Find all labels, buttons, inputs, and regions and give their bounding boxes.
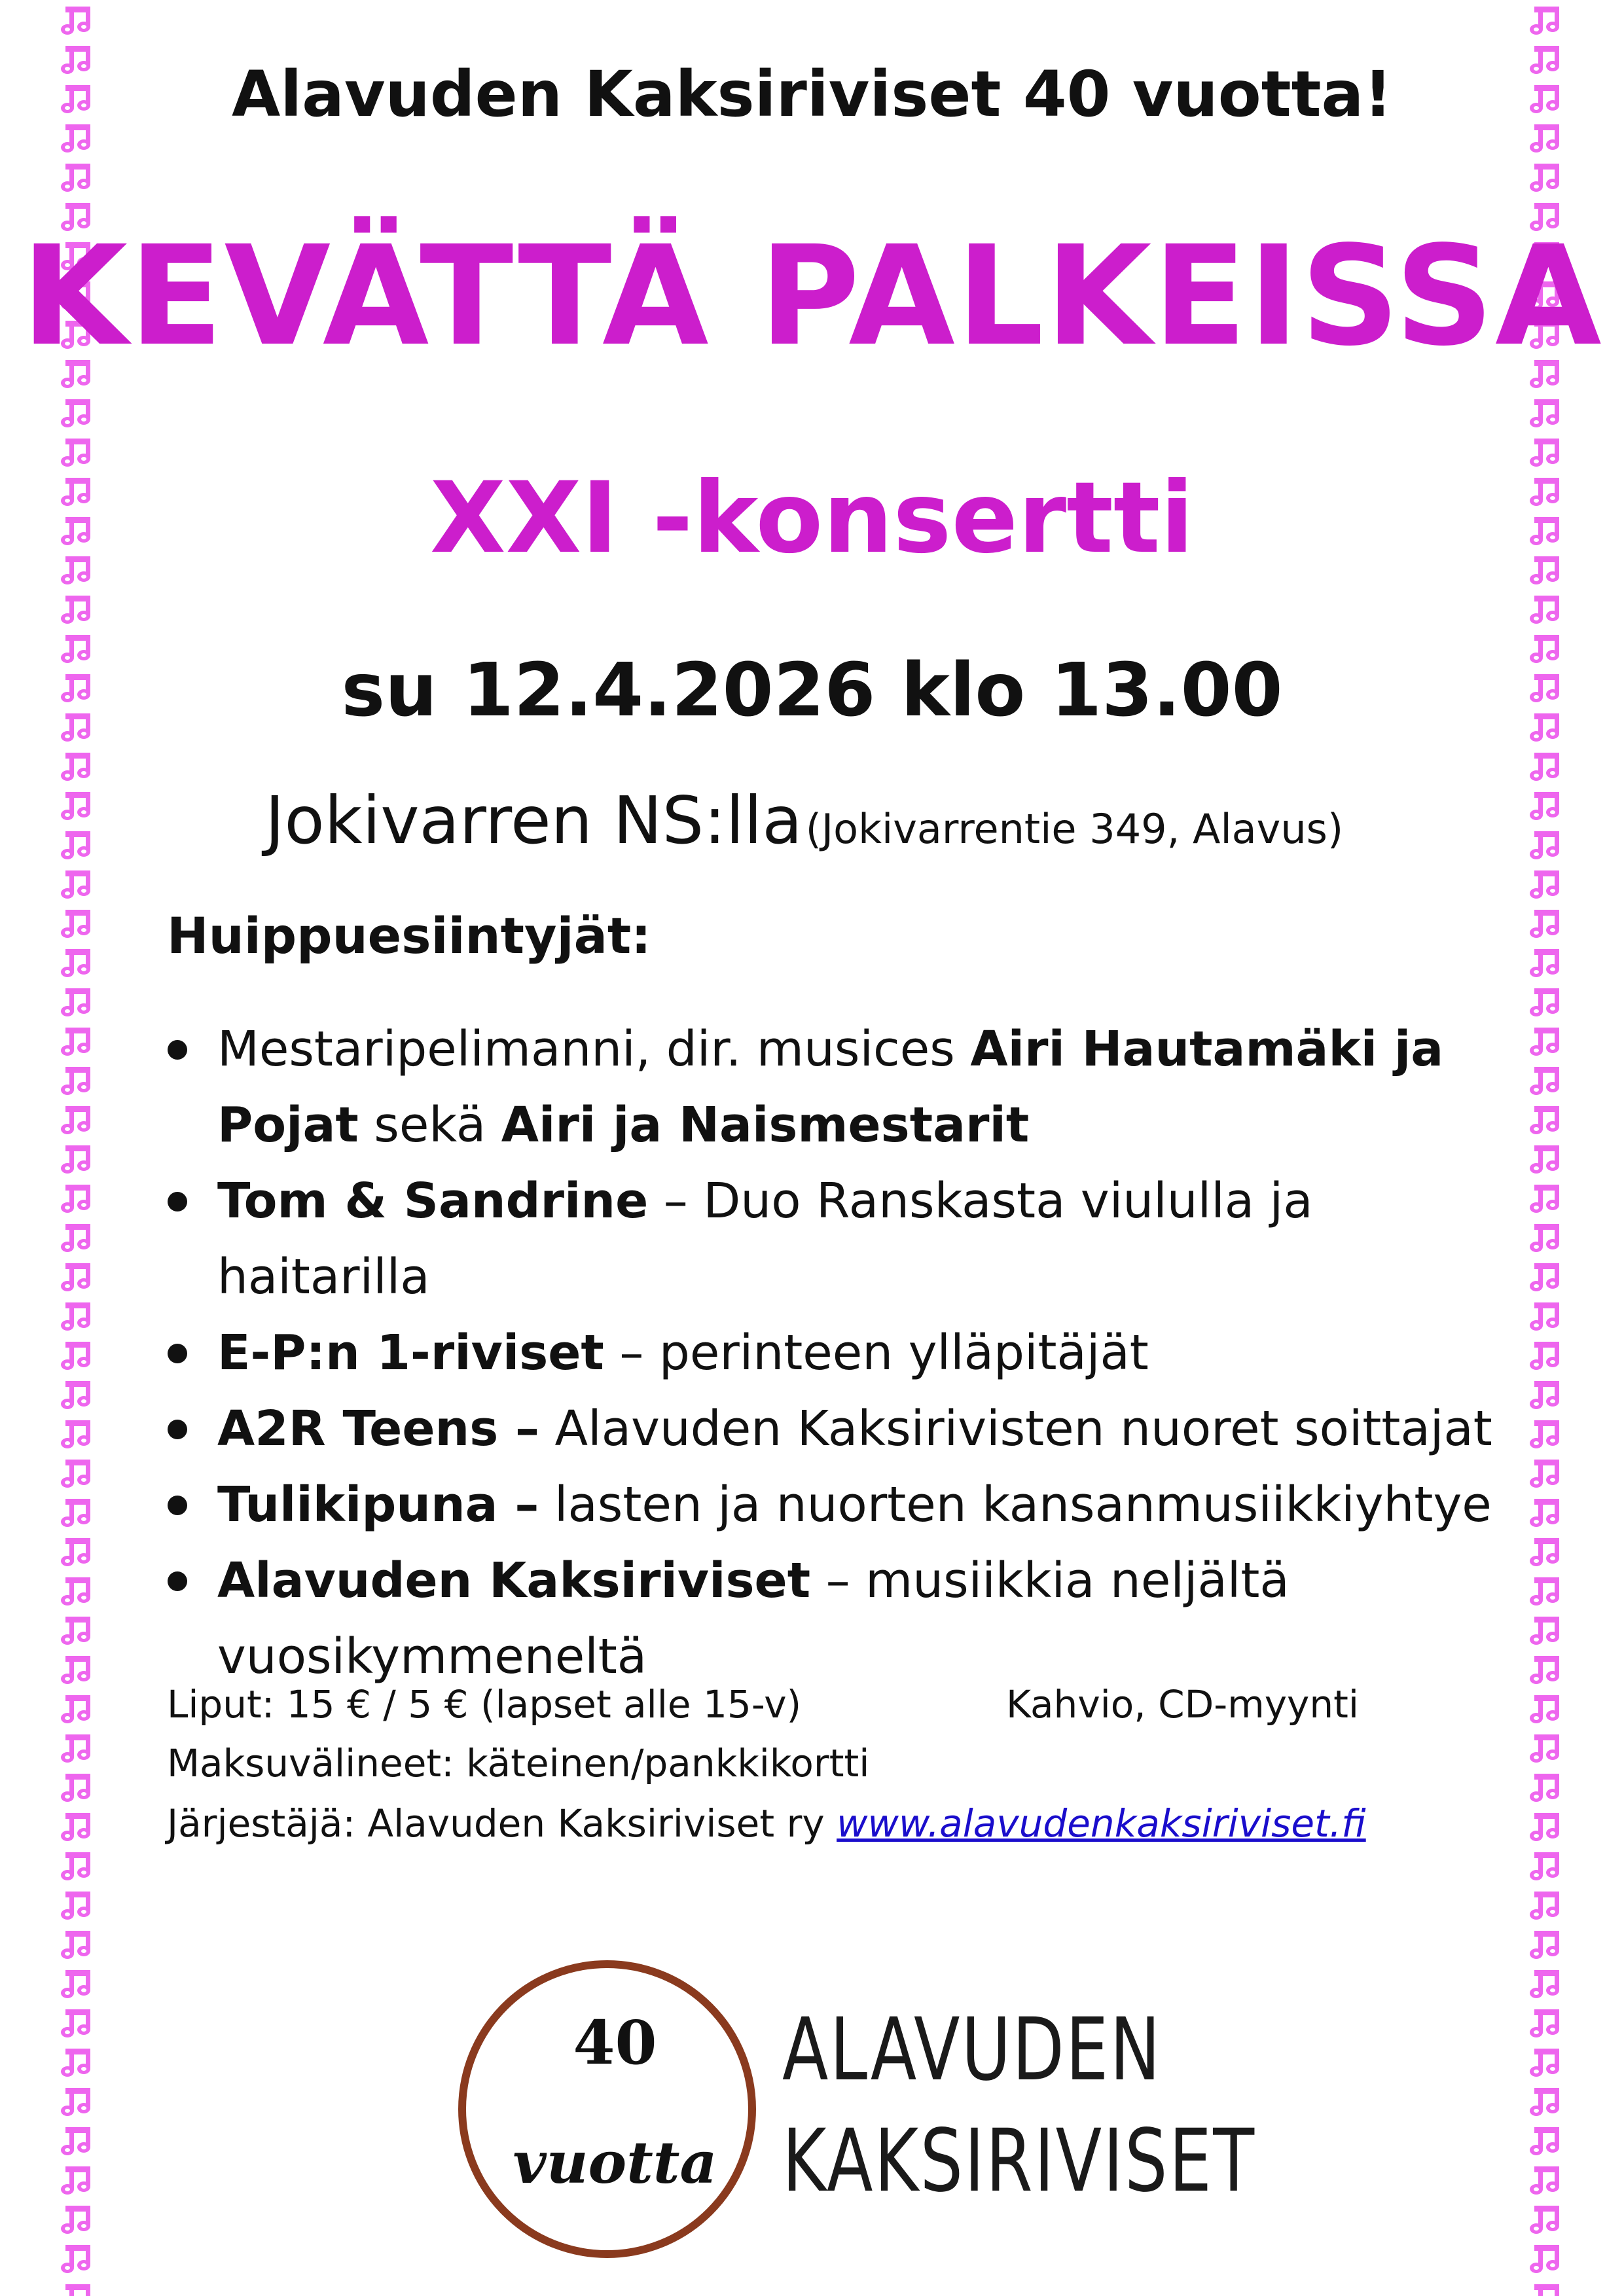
venue-line (265, 782, 1343, 859)
performer-item (164, 1391, 1519, 1467)
main-title: KEVÄTTÄ PALKEISSA (21, 216, 1603, 376)
logo-wordmark-line-1: ALAVUDEN (782, 2000, 1162, 2100)
venue-name: Jokivarren NS:lla (265, 782, 803, 859)
logo-wordmark-line-2: KAKSIRIVISET (782, 2111, 1256, 2212)
date-line: su 12.4.2026 klo 13.00 (341, 648, 1283, 733)
performer-item (164, 1543, 1519, 1695)
bullet-icon (168, 1192, 187, 1211)
performer-name: Tom & Sandrine (217, 1173, 649, 1229)
performers-list (164, 1011, 1519, 1695)
performer-name: Alavuden Kaksiriviset (217, 1552, 811, 1609)
performer-item (164, 1315, 1519, 1391)
website-link[interactable]: www.alavudenkaksiriviset.fi (837, 1801, 1366, 1846)
performer-description: lasten ja nuorten kansanmusiikkiyhtye (539, 1477, 1492, 1533)
performer-name: Airi Hautamäki ja Pojat (217, 1021, 1444, 1153)
bullet-icon (168, 1496, 187, 1515)
bullet-icon (168, 1040, 187, 1060)
performer-name: Tulikipuna – (217, 1477, 539, 1533)
organizer-label: Järjestäjä: Alavuden Kaksiriviset ry (167, 1801, 837, 1846)
organizer-line (167, 1801, 1366, 1846)
performer-item (164, 1163, 1519, 1315)
performer-description: Mestaripelimanni, dir. musices (217, 1021, 971, 1077)
badge-years: vuotta (513, 2128, 717, 2197)
performer-description: – musiikkia neljältä vuosikymmeneltä (217, 1552, 1290, 1685)
venue-address: (Jokivarrentie 349, Alavus) (805, 805, 1344, 853)
performers-heading: Huippuesiintyjät: (167, 906, 651, 965)
performer-name: A2R Teens – (217, 1401, 540, 1457)
performer-description: Alavuden Kaksirivisten nuoret soittajat (539, 1401, 1492, 1457)
performer-name: Airi ja Naismestarit (501, 1097, 1030, 1153)
anniversary-badge (458, 1960, 756, 2258)
performer-description: sekä (358, 1097, 501, 1153)
cafe-info: Kahvio, CD-myynti (1006, 1682, 1359, 1727)
ticket-prices: Liput: 15 € / 5 € (lapset alle 15-v) (167, 1682, 802, 1727)
sub-title: XXI -konsertti (430, 461, 1194, 575)
badge-number: 40 (573, 2007, 657, 2078)
performer-item (164, 1011, 1519, 1163)
bullet-icon (168, 1420, 187, 1439)
performer-description: – Duo Ranskasta viululla ja haitarilla (217, 1173, 1313, 1305)
performer-item (164, 1467, 1519, 1543)
bullet-icon (168, 1344, 187, 1363)
performer-description: – perinteen ylläpitäjät (604, 1325, 1149, 1381)
payment-methods: Maksuvälineet: käteinen/pankkikortti (167, 1741, 870, 1785)
top-title: Alavuden Kaksiriviset 40 vuotta! (231, 58, 1393, 131)
performer-name: E-P:n 1-riviset (217, 1325, 604, 1381)
bullet-icon (168, 1571, 187, 1591)
